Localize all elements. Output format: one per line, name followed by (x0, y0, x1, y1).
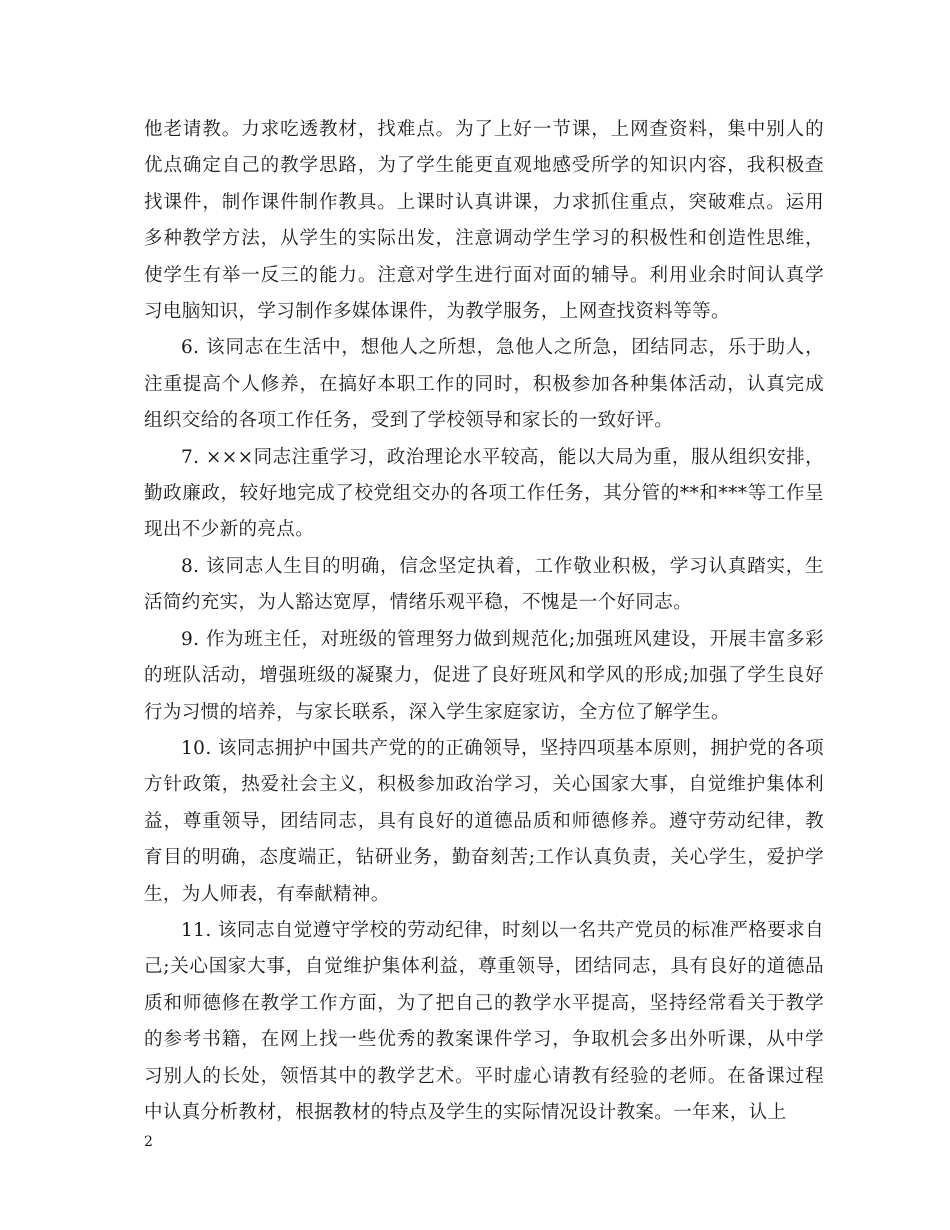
paragraph-item-8: 8. 该同志人生目的明确，信念坚定执着，工作敬业积极，学习认真踏实，生活简约充实，为人豁达宽厚，情绪乐观平稳，不愧是一个好同志。 (144, 555, 824, 614)
page-number: 2 (144, 1134, 153, 1150)
paragraph-continuation: 他老请教。力求吃透教材，找难点。为了上好一节课，上网查资料，集中别人的优点确定自己的教学思路，为了学生能更直观地感受所学的知识内容，我积极查找课件，制作课件制作教具。上课时认真讲课，力求抓住重点，突破难点。运用多种教学方法，从学生的实际出发，注意调动学生学习的积极性和创造性思维，使学生有举一反三的能力。注意对学生进行面对面的辅导。利用业余时间认真学习电脑知识，学习制作多媒体课件，为教学服务，上网查找资料等等。 (144, 119, 824, 323)
paragraph-item-7: 7. ×××同志注重学习，政治理论水平较高，能以大局为重，服从组织安排，勤政廉政，较好地完成了校党组交办的各项工作任务，其分管的**和***等工作呈现出不少新的亮点。 (144, 446, 824, 541)
paragraph-item-6: 6. 该同志在生活中，想他人之所想，急他人之所急，团结同志，乐于助人，注重提高个人修养，在搞好本职工作的同时，积极参加各种集体活动，认真完成组织交给的各项工作任务，受到了学校领导和家长的一致好评。 (144, 337, 824, 432)
paragraph-item-9: 9. 作为班主任，对班级的管理努力做到规范化;加强班风建设，开展丰富多彩的班队活动，增强班级的凝聚力，促进了良好班风和学风的形成;加强了学生良好行为习惯的培养，与家长联系，深入学生家庭家访，全方位了解学生。 (144, 628, 824, 723)
paragraph-item-10: 10. 该同志拥护中国共产党的的正确领导，坚持四项基本原则，拥护党的各项方针政策，热爱社会主义，积极参加政治学习，关心国家大事，自觉维护集体利益，尊重领导，团结同志，具有良好的道德品质和师德修养。遵守劳动纪律，教育目的明确，态度端正，钻研业务，勤奋刻苦;工作认真负责，关心学生，爱护学生，为人师表，有奉献精神。 (144, 737, 824, 905)
paragraph-item-11: 11. 该同志自觉遵守学校的劳动纪律，时刻以一名共产党员的标准严格要求自己;关心国家大事，自觉维护集体利益，尊重领导，团结同志，具有良好的道德品质和师德修在教学工作方面，为了把自己的教学水平提高，坚持经常看关于教学的参考书籍，在网上找一些优秀的教案课件学习，争取机会多出外听课，从中学习别人的长处，领悟其中的教学艺术。平时虚心请教有经验的老师。在备课过程中认真分析教材，根据教材的特点及学生的实际情况设计教案。一年来，认上 (144, 919, 824, 1123)
document-body (144, 112, 824, 1131)
